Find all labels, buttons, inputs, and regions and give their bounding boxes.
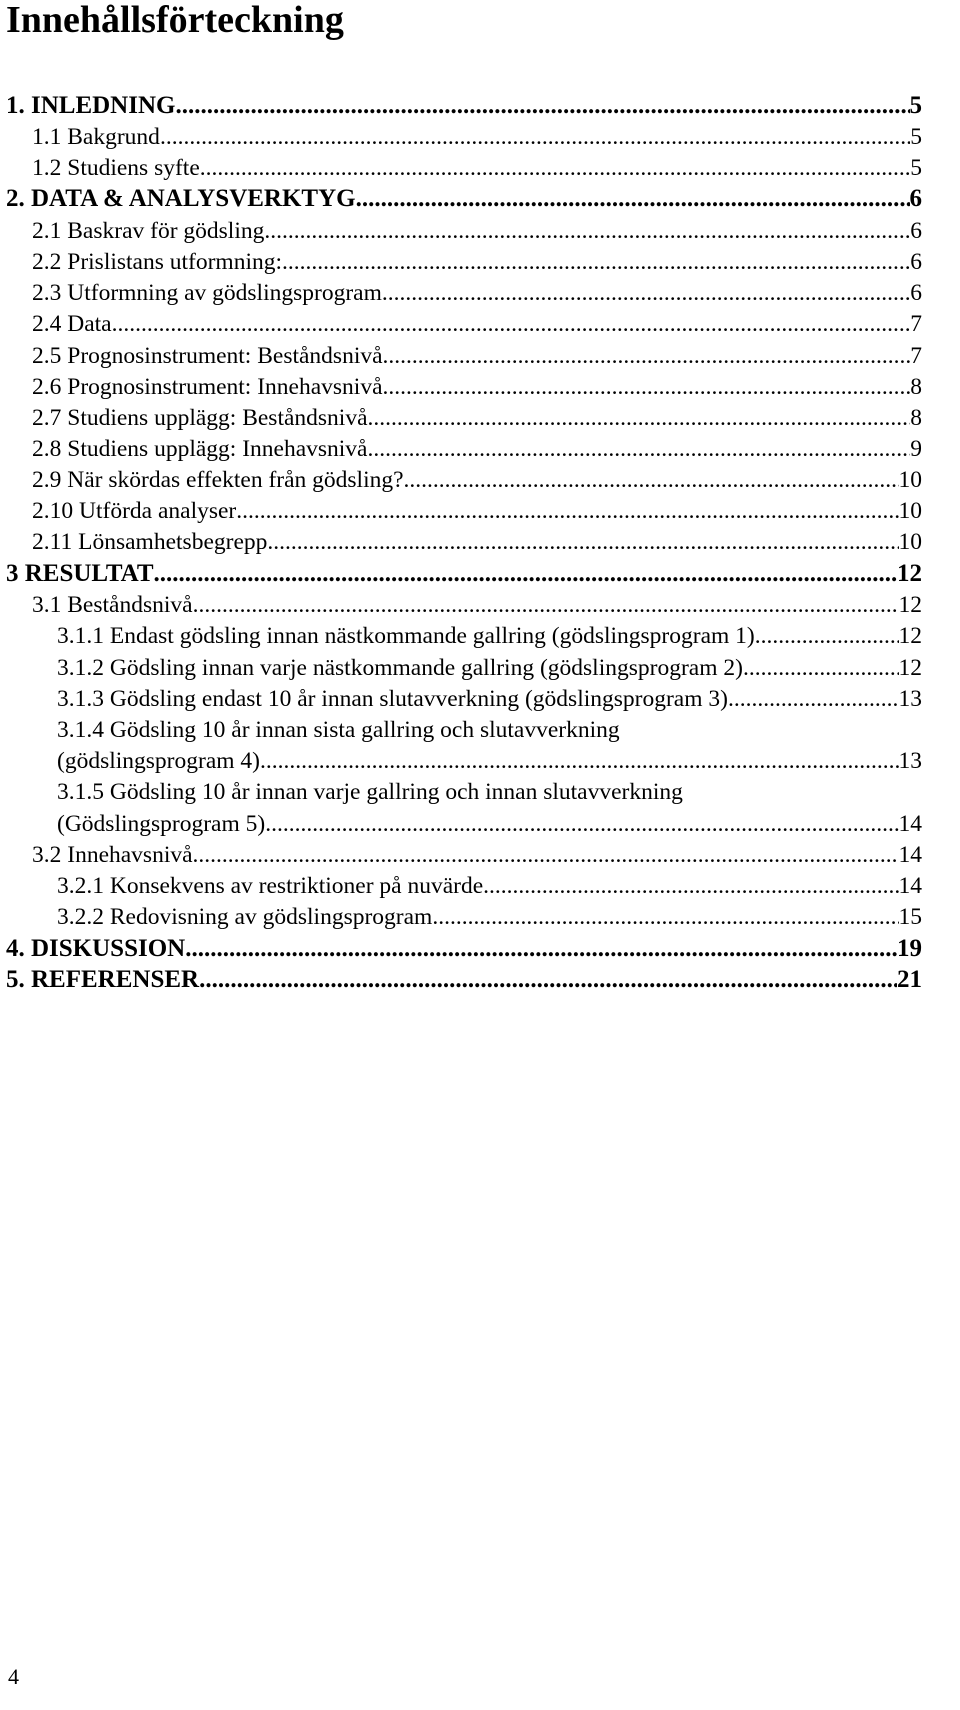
toc-entry-page: 6 [909, 185, 922, 212]
toc-entry-page: 12 [898, 655, 922, 681]
toc-leader-dots [112, 309, 911, 339]
toc-entry-title: 2.11 Lönsamhetsbegrepp [32, 529, 268, 555]
toc-entry-title: 2.1 Baskrav för gödsling [32, 218, 265, 244]
toc-entry-page: 6 [910, 280, 922, 306]
toc-entry-title: 2.8 Studiens upplägg: Innehavsnivå [32, 436, 368, 462]
toc-entry-3-1-3[interactable] [57, 684, 922, 714]
toc-entry-page: 14 [898, 811, 922, 837]
toc-leader-dots [383, 341, 911, 371]
toc-entry-page: 10 [898, 467, 922, 493]
toc-entry-2-7[interactable] [32, 403, 922, 433]
toc-entry-title: 2.10 Utförda analyser [32, 498, 237, 524]
toc-entry-3-1-2[interactable] [57, 653, 922, 683]
toc-entry-page: 19 [897, 935, 922, 962]
toc-entry-title: (Gödslingsprogram 5) [57, 811, 266, 837]
toc-entry-2-4[interactable] [32, 309, 922, 339]
toc-leader-dots [755, 621, 899, 651]
toc-entry-title: 3.2.2 Redovisning av gödslingsprogram [57, 904, 433, 930]
toc-entry-1[interactable] [6, 91, 922, 121]
toc-entry-page: 9 [910, 436, 922, 462]
toc-entry-page: 6 [910, 218, 922, 244]
toc-entry-2[interactable] [6, 184, 922, 214]
toc-entry-title: 2.9 När skördas effekten från gödsling? [32, 467, 404, 493]
toc-leader-dots [260, 746, 899, 776]
toc-leader-dots [743, 653, 899, 683]
toc-entry-page: 10 [898, 498, 922, 524]
toc-entry-2-1[interactable] [32, 216, 922, 246]
toc-entry-title: 1. INLEDNING [6, 92, 176, 119]
page-number: 4 [8, 1664, 19, 1689]
toc-entry-2-8[interactable] [32, 434, 922, 464]
toc-entry-page: 5 [910, 124, 922, 150]
toc-leader-dots [728, 684, 899, 714]
toc-entry-2-6[interactable] [32, 372, 922, 402]
toc-entry-title: 3.1.5 Gödsling 10 år innan varje gallring och innan slutavverkning [57, 779, 683, 805]
toc-entry-page: 12 [898, 592, 922, 618]
toc-leader-dots [199, 965, 897, 995]
toc-entry-page: 6 [910, 249, 922, 275]
toc-entry-page: 21 [897, 966, 922, 993]
toc-leader-dots [160, 122, 910, 152]
toc-entry-2-2[interactable] [32, 247, 922, 277]
toc-leader-dots [175, 91, 909, 121]
toc-leader-dots [367, 434, 910, 464]
toc-entry-3-1-1[interactable] [57, 621, 922, 651]
toc-entry-title: 3.1.3 Gödsling endast 10 år innan slutavverkning (gödslingsprogram 3) [57, 686, 728, 712]
toc-entry-title: 3 RESULTAT [6, 560, 154, 587]
toc-leader-dots [368, 403, 911, 433]
toc-entry-1-1[interactable] [32, 122, 922, 152]
toc-entry-title: 3.1 Beståndsnivå [32, 592, 193, 618]
toc-entry-title: 3.1.4 Gödsling 10 år innan sista gallring och slutavverkning [57, 717, 620, 743]
toc-entry-title: 2.5 Prognosinstrument: Beståndsnivå [32, 343, 383, 369]
toc-entry-page: 13 [898, 748, 922, 774]
toc-entry-title: 3.1.1 Endast gödsling innan nästkommande gallring (gödslingsprogram 1) [57, 623, 755, 649]
toc-leader-dots [265, 809, 898, 839]
toc-entry-3-1[interactable] [32, 590, 922, 620]
toc-entry-4[interactable] [6, 934, 922, 964]
page-title: Innehållsförteckning [6, 0, 344, 41]
toc-leader-dots [267, 527, 898, 557]
toc-leader-dots [383, 372, 911, 402]
toc-entry-title: 3.2 Innehavsnivå [32, 842, 193, 868]
toc-entry-page: 15 [898, 904, 922, 930]
toc-entry-title: 3.1.2 Gödsling innan varje nästkommande gallring (gödslingsprogram 2) [57, 655, 743, 681]
toc-entry-page: 14 [898, 842, 922, 868]
toc-entry-title: (gödslingsprogram 4) [57, 748, 260, 774]
toc-entry-title: 2.6 Prognosinstrument: Innehavsnivå [32, 374, 383, 400]
toc-entry-3-1-4-continued[interactable] [57, 746, 922, 776]
toc-leader-dots [432, 902, 898, 932]
toc-leader-dots [264, 216, 910, 246]
toc-leader-dots [382, 278, 910, 308]
toc-leader-dots [404, 465, 899, 495]
toc-entry-title: 2.3 Utformning av gödslingsprogram [32, 280, 382, 306]
toc-entry-title: 4. DISKUSSION [6, 935, 186, 962]
toc-entry-3-2-2[interactable] [57, 902, 922, 932]
toc-entry-2-5[interactable] [32, 341, 922, 371]
toc-entry-title: 3.2.1 Konsekvens av restriktioner på nuvärde [57, 873, 484, 899]
toc-entry-page: 8 [910, 374, 922, 400]
toc-leader-dots [154, 559, 897, 589]
toc-entry-page: 13 [898, 686, 922, 712]
toc-entry-page: 5 [909, 92, 922, 119]
toc-entry-page: 5 [910, 155, 922, 181]
toc-entry-page: 14 [898, 873, 922, 899]
toc-entry-page: 10 [898, 529, 922, 555]
toc-entry-3-2[interactable] [32, 840, 922, 870]
toc-entry-2-3[interactable] [32, 278, 922, 308]
toc-entry-2-9[interactable] [32, 465, 922, 495]
toc-leader-dots [193, 590, 899, 620]
toc-entry-2-10[interactable] [32, 496, 922, 526]
toc-entry-3-2-1[interactable] [57, 871, 922, 901]
toc-leader-dots [356, 184, 910, 214]
toc-entry-page: 12 [898, 623, 922, 649]
toc-entry-title: 2. DATA & ANALYSVERKTYG [6, 185, 356, 212]
toc-entry-page: 7 [910, 311, 922, 337]
toc-entry-3-1-5-continued[interactable] [57, 809, 922, 839]
toc-entry-title: 1.2 Studiens syfte [32, 155, 200, 181]
toc-leader-dots [200, 153, 910, 183]
toc-entry-title: 5. REFERENSER [6, 966, 200, 993]
toc-leader-dots [193, 840, 899, 870]
toc-leader-dots [236, 496, 898, 526]
toc-entry-title: 1.1 Bakgrund [32, 124, 160, 150]
toc-entry-2-11[interactable] [32, 527, 922, 557]
toc-entry-3-1-5[interactable] [57, 777, 922, 807]
toc-entry-3-1-4[interactable] [57, 715, 922, 745]
toc-entry-title: 2.4 Data [32, 311, 112, 337]
toc-entry-page: 8 [910, 405, 922, 431]
toc-entry-page: 12 [897, 560, 922, 587]
toc-entry-title: 2.2 Prislistans utformning: [32, 249, 283, 275]
toc-leader-dots [185, 934, 897, 964]
toc-leader-dots [483, 871, 898, 901]
toc-entry-5[interactable] [6, 965, 922, 995]
toc-entry-1-2[interactable] [32, 153, 922, 183]
toc-entry-title: 2.7 Studiens upplägg: Beståndsnivå [32, 405, 368, 431]
toc-entry-3[interactable] [6, 559, 922, 589]
toc-leader-dots [282, 247, 910, 277]
toc-entry-page: 7 [910, 343, 922, 369]
